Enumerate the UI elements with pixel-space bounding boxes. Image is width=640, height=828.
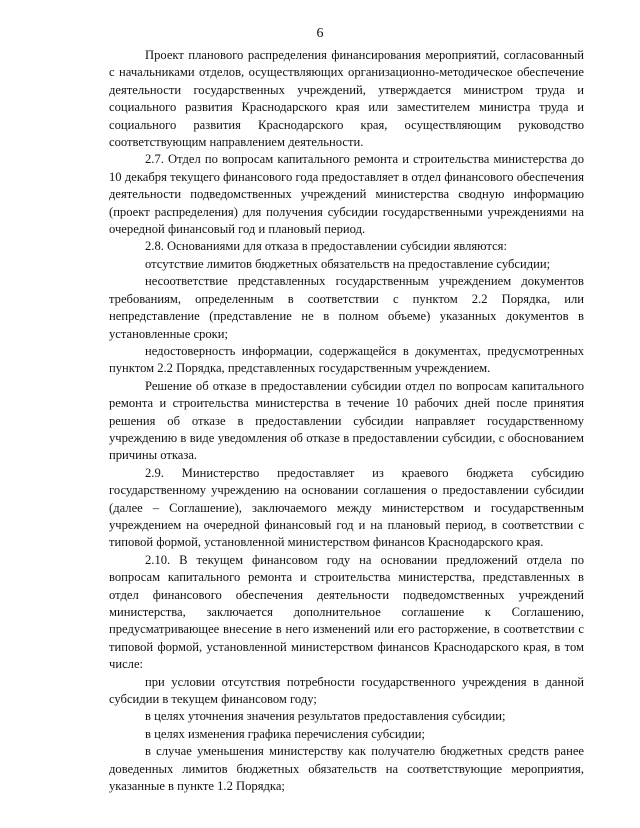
- page-number: 6: [316, 26, 324, 41]
- refusal-reason-documents-mismatch: несоответствие представленных государственным учреждением документов требованиям, определенным в соответствии с пунктом 2.2 Порядка, или непредставление (представление не в полном объеме) указанных документов в установленные сроки;: [109, 274, 584, 341]
- paragraph-2-7: 2.7. Отдел по вопросам капитального ремонта и строительства министерства до 10 декабря текущего финансового года предоставляет в отдел финансового обеспечения деятельности подведомственных учреждений министерства сводную информацию (проект распределения) для получения субсидии государственными учреждениями на очередной финансовый год и плановый период.: [109, 152, 584, 237]
- condition-reduced-limits: в случае уменьшения министерству как получателю бюджетных средств ранее доведенных лимитов бюджетных обязательств на соответствующие мероприятия, указанные в пункте 1.2 Порядка;: [109, 744, 584, 794]
- condition-change-schedule: в целях изменения графика перечисления субсидии;: [145, 726, 425, 741]
- condition-no-need: при условии отсутствия потребности государственного учреждения в данной субсидии в текущем финансовом году;: [109, 674, 584, 707]
- paragraph-2-10: 2.10. В текущем финансовом году на основании предложений отдела по вопросам капитального ремонта и строительства министерства, представленных в отдел финансового обеспечения деятельности подведомственных учреждений министерства, заключается дополнительное соглашение к Соглашению, предусматривающее внесение в него изменений или его расторжение, в соответствии с типовой формой, установленной министерством финансов Краснодарского края, в том числе:: [109, 552, 584, 672]
- condition-clarify-results: в целях уточнения значения результатов предоставления субсидии;: [145, 709, 506, 724]
- refusal-reason-no-limits: отсутствие лимитов бюджетных обязательств на предоставление субсидии;: [145, 256, 551, 271]
- paragraph-2-9: 2.9. Министерство предоставляет из краевого бюджета субсидию государственному учреждению на основании соглашения о предоставлении субсидии (далее – Соглашение), заключаемого между министерством и государственным учреждением на очередной финансовый год и на плановый период, в соответствии с типовой формой, установленной министерством финансов Краснодарского края.: [109, 465, 584, 550]
- paragraph-refusal-decision: Решение об отказе в предоставлении субсидии отдел по вопросам капитального ремонта и строительства министерства в течение 10 рабочих дней после принятия решения об отказе в предоставлении субсидии направляет государственному учреждению в виде уведомления об отказе в предоставлении субсидии, с обоснованием причины отказа.: [109, 378, 584, 463]
- document-body: [109, 47, 584, 795]
- paragraph-distribution-project: Проект планового распределения финансирования мероприятий, согласованный с начальниками отделов, осуществляющих организационно-методическое обеспечение деятельности государственных учреждений, утверждается министром труда и социального развития Краснодарского края или заместителем министра труда и социального развития Краснодарского края, осуществляющим руководство соответствующим направлением деятельности.: [109, 48, 584, 150]
- refusal-reason-false-information: недостоверность информации, содержащейся в документах, предусмотренных пунктом 2.2 Порядка, представленных государственным учреждением.: [109, 343, 584, 376]
- paragraph-2-8: 2.8. Основаниями для отказа в предоставлении субсидии являются:: [145, 239, 507, 254]
